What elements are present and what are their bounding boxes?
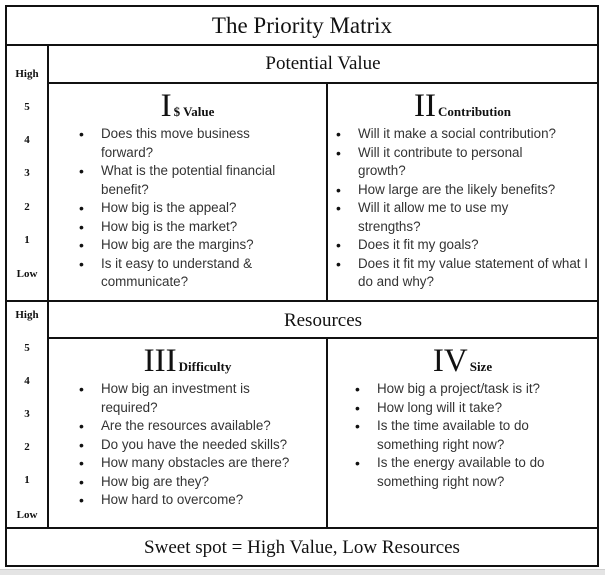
quadrant-heading: [49, 345, 326, 378]
list-item: • Are the resources available?: [76, 417, 321, 436]
quadrant-4-size: [328, 339, 597, 491]
list-item: • How big are the margins?: [76, 236, 301, 255]
axis-label-4: 4: [24, 375, 30, 387]
list-item: • Do you have the needed skills?: [76, 436, 321, 455]
list-item: • What is the potential financial benefit?: [76, 162, 301, 199]
axis-label-1: 1: [24, 474, 30, 486]
list-item: • How hard to overcome?: [76, 491, 321, 510]
axis-label-2: 2: [24, 201, 30, 213]
axis-label-low: Low: [16, 268, 38, 280]
quadrant-heading: [49, 90, 326, 123]
quadrant-subtitle: Size: [469, 359, 493, 374]
resources-header: Resources: [283, 310, 363, 331]
list-item: • Does it fit my goals?: [333, 236, 595, 255]
list-item: • How big an investment is required?: [76, 380, 301, 417]
question-list: [76, 380, 321, 510]
question-list: [76, 125, 301, 292]
axis-label-low: Low: [16, 509, 38, 521]
axis-label-3: 3: [24, 408, 30, 420]
axis-label-high: High: [15, 309, 39, 321]
quadrant-numeral: IV: [432, 343, 468, 379]
list-item: • How large are the likely benefits?: [333, 181, 595, 200]
list-item: • Is the energy available to do something right now?: [352, 454, 592, 491]
quadrant-subtitle: $ Value: [173, 104, 215, 119]
axis-label-high: High: [15, 68, 39, 80]
list-item: • Is the time available to do something right now?: [352, 417, 577, 454]
quadrant-numeral: II: [414, 88, 436, 124]
list-item: • How long will it take?: [352, 399, 577, 418]
quadrant-subtitle: Contribution: [438, 104, 511, 119]
axis-label-5: 5: [24, 342, 30, 354]
list-item: • How big are they?: [76, 473, 321, 492]
quadrant-1-value: [49, 84, 326, 292]
quadrant-numeral: I: [160, 88, 172, 124]
axis-label-4: 4: [24, 134, 30, 146]
potential-value-header: Potential Value: [265, 53, 381, 74]
list-item: • How many obstacles are there?: [76, 454, 321, 473]
list-item: • Will it contribute to personal growth?: [333, 144, 548, 181]
quadrant-subtitle: Difficulty: [178, 359, 232, 374]
question-list: [352, 380, 577, 491]
quadrant-heading: [328, 345, 597, 378]
quadrant-heading: [328, 90, 597, 123]
page-title: The Priority Matrix: [211, 13, 393, 38]
list-item: • How big a project/task is it?: [352, 380, 577, 399]
list-item: • Does this move business forward?: [76, 125, 301, 162]
axis-label-1: 1: [24, 234, 30, 246]
divider: [5, 527, 599, 529]
quadrant-2-contribution: [328, 84, 597, 292]
bottom-strip: [0, 569, 605, 575]
quadrant-numeral: III: [143, 343, 177, 379]
list-item: • Is it easy to understand & communicate?: [76, 255, 301, 292]
list-item: • Will it allow me to use my strengths?: [333, 199, 548, 236]
axis-label-3: 3: [24, 167, 30, 179]
axis-label-5: 5: [24, 101, 30, 113]
list-item: • How big is the market?: [76, 218, 301, 237]
list-item: • Will it make a social contribution?: [333, 125, 595, 144]
quadrant-3-difficulty: [49, 339, 326, 510]
list-item: • Does it fit my value statement of what I do and why?: [333, 255, 598, 292]
question-list: [333, 125, 595, 292]
sweet-spot-note: Sweet spot = High Value, Low Resources: [144, 537, 460, 558]
axis-label-2: 2: [24, 441, 30, 453]
list-item: • How big is the appeal?: [76, 199, 301, 218]
